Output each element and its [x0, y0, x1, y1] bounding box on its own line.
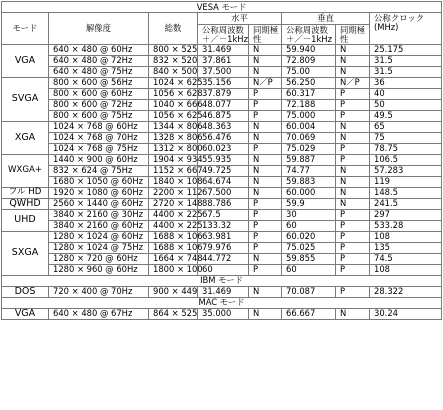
resolution-cell: 3840 × 2160 @ 60Hz [49, 220, 149, 231]
v-sync-cell: P [336, 110, 370, 121]
resolution-cell: 800 × 600 @ 60Hz [49, 88, 149, 99]
table-row [2, 66, 442, 77]
v-sync-cell: N [336, 176, 370, 187]
table-row [2, 154, 442, 165]
table-row [2, 231, 442, 242]
clock-cell: 50 [370, 99, 442, 110]
v-sync-cell: P [336, 253, 370, 264]
clock-cell: 241.5 [370, 198, 442, 209]
resolution-cell: 3840 × 2160 @ 30Hz [49, 209, 149, 220]
v-sync-cell: P [336, 99, 370, 110]
resolution-cell: 800 × 600 @ 56Hz [49, 77, 149, 88]
total-cell: 1056 × 625 [149, 110, 198, 121]
h-freq-cell: 79.976 [198, 242, 249, 253]
clock-cell: 135 [370, 242, 442, 253]
v-freq-cell: 30 [282, 209, 336, 220]
v-sync-cell: N [336, 44, 370, 55]
h-sync-cell: N [249, 165, 282, 176]
v-freq-cell: 60.317 [282, 88, 336, 99]
total-cell: 1664 × 748 [149, 253, 198, 264]
h-freq-cell: 67.5 [198, 209, 249, 220]
total-cell: 1688 × 106 [149, 242, 198, 253]
clock-cell: 31.5 [370, 66, 442, 77]
clock-cell: 119 [370, 176, 442, 187]
resolution-cell: 640 × 480 @ 60Hz [49, 44, 149, 55]
h-freq-cell: 37.879 [198, 88, 249, 99]
header-total: 総数 [149, 13, 198, 45]
v-freq-cell: 75.025 [282, 242, 336, 253]
total-cell: 1024 × 625 [149, 77, 198, 88]
total-cell: 800 × 525 [149, 44, 198, 55]
total-cell: 832 × 520 [149, 55, 198, 66]
table-row [2, 121, 442, 132]
table-row [2, 99, 442, 110]
h-freq-cell: 46.875 [198, 110, 249, 121]
mode-cell: XGA [2, 121, 49, 154]
h-sync-cell: P [249, 198, 282, 209]
h-sync-cell: N [249, 187, 282, 198]
total-cell: 1152 × 667 [149, 165, 198, 176]
h-sync-cell: P [249, 220, 282, 231]
table-row [2, 308, 442, 319]
h-sync-cell: N [249, 44, 282, 55]
h-freq-cell: 56.476 [198, 132, 249, 143]
resolution-cell: 640 × 480 @ 75Hz [49, 66, 149, 77]
resolution-cell: 640 × 480 @ 67Hz [49, 308, 149, 319]
clock-cell: 30.24 [370, 308, 442, 319]
total-cell: 1800 × 100 [149, 264, 198, 275]
table-row [2, 110, 442, 121]
section-header-vesa: VESA モード [2, 2, 442, 13]
mode-cell: VGA [2, 308, 49, 319]
v-sync-cell: N [336, 55, 370, 66]
table-row [2, 198, 442, 209]
h-sync-cell: N／P [249, 77, 282, 88]
total-cell: 2720 × 148 [149, 198, 198, 209]
v-freq-cell: 60.004 [282, 121, 336, 132]
total-cell: 1904 × 934 [149, 154, 198, 165]
h-freq-cell: 31.469 [198, 286, 249, 297]
h-freq-cell: 37.861 [198, 55, 249, 66]
resolution-cell: 1280 × 960 @ 60Hz [49, 264, 149, 275]
header-h-freq: 公称周波数＋／－1kHz [198, 25, 249, 45]
clock-cell: 297 [370, 209, 442, 220]
resolution-cell: 800 × 600 @ 75Hz [49, 110, 149, 121]
clock-cell: 108 [370, 231, 442, 242]
h-sync-cell: N [249, 132, 282, 143]
h-sync-cell: N [249, 286, 282, 297]
table-row [2, 209, 442, 220]
clock-cell: 31.5 [370, 55, 442, 66]
h-freq-cell: 35.000 [198, 308, 249, 319]
h-freq-cell: 44.772 [198, 253, 249, 264]
resolution-cell: 1280 × 1024 @ 60Hz [49, 231, 149, 242]
v-freq-cell: 70.087 [282, 286, 336, 297]
clock-cell: 533.28 [370, 220, 442, 231]
resolution-cell: 1680 × 1050 @ 60Hz [49, 176, 149, 187]
table-row [2, 286, 442, 297]
mac-mode-rows [2, 308, 442, 319]
h-freq-cell: 48.077 [198, 99, 249, 110]
h-freq-cell: 63.981 [198, 231, 249, 242]
table-row [2, 187, 442, 198]
mode-cell: QWHD [2, 198, 49, 209]
table-row [2, 143, 442, 154]
h-freq-cell: 31.469 [198, 44, 249, 55]
v-sync-cell: P [336, 242, 370, 253]
mode-cell: UHD [2, 209, 49, 231]
clock-cell: 78.75 [370, 143, 442, 154]
resolution-cell: 1024 × 768 @ 75Hz [49, 143, 149, 154]
h-sync-cell: P [249, 264, 282, 275]
v-freq-cell: 72.188 [282, 99, 336, 110]
table-row [2, 77, 442, 88]
resolution-cell: 1920 × 1080 @ 60Hz [49, 187, 149, 198]
table-row [2, 253, 442, 264]
table-row [2, 165, 442, 176]
h-sync-cell: N [249, 176, 282, 187]
display-mode-table [1, 1, 442, 320]
total-cell: 900 × 449 [149, 286, 198, 297]
h-sync-cell: N [249, 66, 282, 77]
resolution-cell: 2560 × 1440 @ 60Hz [49, 198, 149, 209]
v-freq-cell: 74.77 [282, 165, 336, 176]
h-freq-cell: 55.935 [198, 154, 249, 165]
ibm-mode-rows [2, 286, 442, 297]
h-sync-cell: N [249, 55, 282, 66]
total-cell: 1040 × 666 [149, 99, 198, 110]
total-cell: 1056 × 628 [149, 88, 198, 99]
h-freq-cell: 60.023 [198, 143, 249, 154]
resolution-cell: 832 × 624 @ 75Hz [49, 165, 149, 176]
header-resolution: 解像度 [49, 13, 149, 45]
table-row [2, 242, 442, 253]
total-cell: 4400 × 225 [149, 220, 198, 231]
table-row [2, 55, 442, 66]
clock-cell: 57.283 [370, 165, 442, 176]
v-freq-cell: 60 [282, 220, 336, 231]
v-sync-cell: N [336, 121, 370, 132]
resolution-cell: 640 × 480 @ 72Hz [49, 55, 149, 66]
v-freq-cell: 60 [282, 264, 336, 275]
v-freq-cell: 72.809 [282, 55, 336, 66]
v-freq-cell: 66.667 [282, 308, 336, 319]
header-v-freq: 公称周波数＋／－1kHz [282, 25, 336, 45]
total-cell: 2200 × 112 [149, 187, 198, 198]
v-sync-cell: P [336, 209, 370, 220]
clock-cell: 40 [370, 88, 442, 99]
clock-cell: 25.175 [370, 44, 442, 55]
v-freq-cell: 59.9 [282, 198, 336, 209]
h-sync-cell: P [249, 88, 282, 99]
clock-cell: 106.5 [370, 154, 442, 165]
h-freq-cell: 88.786 [198, 198, 249, 209]
header-vertical: 垂直 [282, 13, 370, 25]
v-sync-cell: P [336, 88, 370, 99]
h-sync-cell: N [249, 253, 282, 264]
v-freq-cell: 56.250 [282, 77, 336, 88]
header-h-sync: 同期極性 [249, 25, 282, 45]
h-freq-cell: 133.32 [198, 220, 249, 231]
h-sync-cell: N [249, 154, 282, 165]
resolution-cell: 1024 × 768 @ 60Hz [49, 121, 149, 132]
h-sync-cell: P [249, 110, 282, 121]
table-row [2, 44, 442, 55]
clock-cell: 65 [370, 121, 442, 132]
h-freq-cell: 64.674 [198, 176, 249, 187]
v-sync-cell: P [336, 286, 370, 297]
h-freq-cell: 49.725 [198, 165, 249, 176]
total-cell: 1312 × 800 [149, 143, 198, 154]
clock-cell: 108 [370, 264, 442, 275]
v-freq-cell: 59.940 [282, 44, 336, 55]
v-sync-cell: P [336, 220, 370, 231]
table-row [2, 88, 442, 99]
v-sync-cell: N [336, 66, 370, 77]
v-freq-cell: 60.000 [282, 187, 336, 198]
h-freq-cell: 60 [198, 264, 249, 275]
clock-cell: 36 [370, 77, 442, 88]
mode-cell: VGA [2, 44, 49, 77]
v-sync-cell: N [336, 132, 370, 143]
v-sync-cell: P [336, 231, 370, 242]
table-row [2, 176, 442, 187]
mode-cell: WXGA+ [2, 154, 49, 187]
header-v-sync: 同期極性 [336, 25, 370, 45]
total-cell: 1344 × 806 [149, 121, 198, 132]
total-cell: 1688 × 106 [149, 231, 198, 242]
resolution-cell: 1280 × 1024 @ 75Hz [49, 242, 149, 253]
h-freq-cell: 48.363 [198, 121, 249, 132]
v-freq-cell: 59.883 [282, 176, 336, 187]
h-freq-cell: 35.156 [198, 77, 249, 88]
header-horizontal: 水平 [198, 13, 282, 25]
clock-cell: 28.322 [370, 286, 442, 297]
total-cell: 1328 × 806 [149, 132, 198, 143]
clock-cell: 74.5 [370, 253, 442, 264]
resolution-cell: 1024 × 768 @ 70Hz [49, 132, 149, 143]
clock-cell: 75 [370, 132, 442, 143]
v-sync-cell: N [336, 198, 370, 209]
v-sync-cell: N／P [336, 77, 370, 88]
header-clock: 公称クロック(MHz) [370, 13, 442, 45]
v-freq-cell: 59.887 [282, 154, 336, 165]
h-sync-cell: N [249, 308, 282, 319]
table-row [2, 220, 442, 231]
v-sync-cell: P [336, 264, 370, 275]
mode-cell: DOS [2, 286, 49, 297]
resolution-cell: 720 × 400 @ 70Hz [49, 286, 149, 297]
v-sync-cell: N [336, 165, 370, 176]
h-freq-cell: 37.500 [198, 66, 249, 77]
section-header-ibm: IBM モード [2, 275, 442, 286]
v-freq-cell: 75.00 [282, 66, 336, 77]
total-cell: 840 × 500 [149, 66, 198, 77]
v-freq-cell: 75.029 [282, 143, 336, 154]
total-cell: 4400 × 225 [149, 209, 198, 220]
section-header-mac: MAC モード [2, 297, 442, 308]
resolution-cell: 1280 × 720 @ 60Hz [49, 253, 149, 264]
v-freq-cell: 70.069 [282, 132, 336, 143]
h-sync-cell: P [249, 143, 282, 154]
table-row [2, 264, 442, 275]
mode-cell: SXGA [2, 231, 49, 275]
mode-cell: SVGA [2, 77, 49, 121]
h-sync-cell: N [249, 121, 282, 132]
resolution-cell: 1440 × 900 @ 60Hz [49, 154, 149, 165]
h-sync-cell: P [249, 99, 282, 110]
v-freq-cell: 59.855 [282, 253, 336, 264]
header-mode: モード [2, 13, 49, 45]
h-sync-cell: P [249, 209, 282, 220]
v-sync-cell: N [336, 187, 370, 198]
h-sync-cell: P [249, 242, 282, 253]
clock-cell: 148.5 [370, 187, 442, 198]
total-cell: 864 × 525 [149, 308, 198, 319]
h-sync-cell: P [249, 231, 282, 242]
v-freq-cell: 75.000 [282, 110, 336, 121]
table-row [2, 132, 442, 143]
resolution-cell: 800 × 600 @ 72Hz [49, 99, 149, 110]
h-freq-cell: 67.500 [198, 187, 249, 198]
v-sync-cell: P [336, 143, 370, 154]
total-cell: 1840 × 108 [149, 176, 198, 187]
vesa-mode-rows [2, 44, 442, 275]
v-sync-cell: P [336, 154, 370, 165]
clock-cell: 49.5 [370, 110, 442, 121]
v-freq-cell: 60.020 [282, 231, 336, 242]
v-sync-cell: N [336, 308, 370, 319]
mode-cell: フル HD [2, 187, 49, 198]
